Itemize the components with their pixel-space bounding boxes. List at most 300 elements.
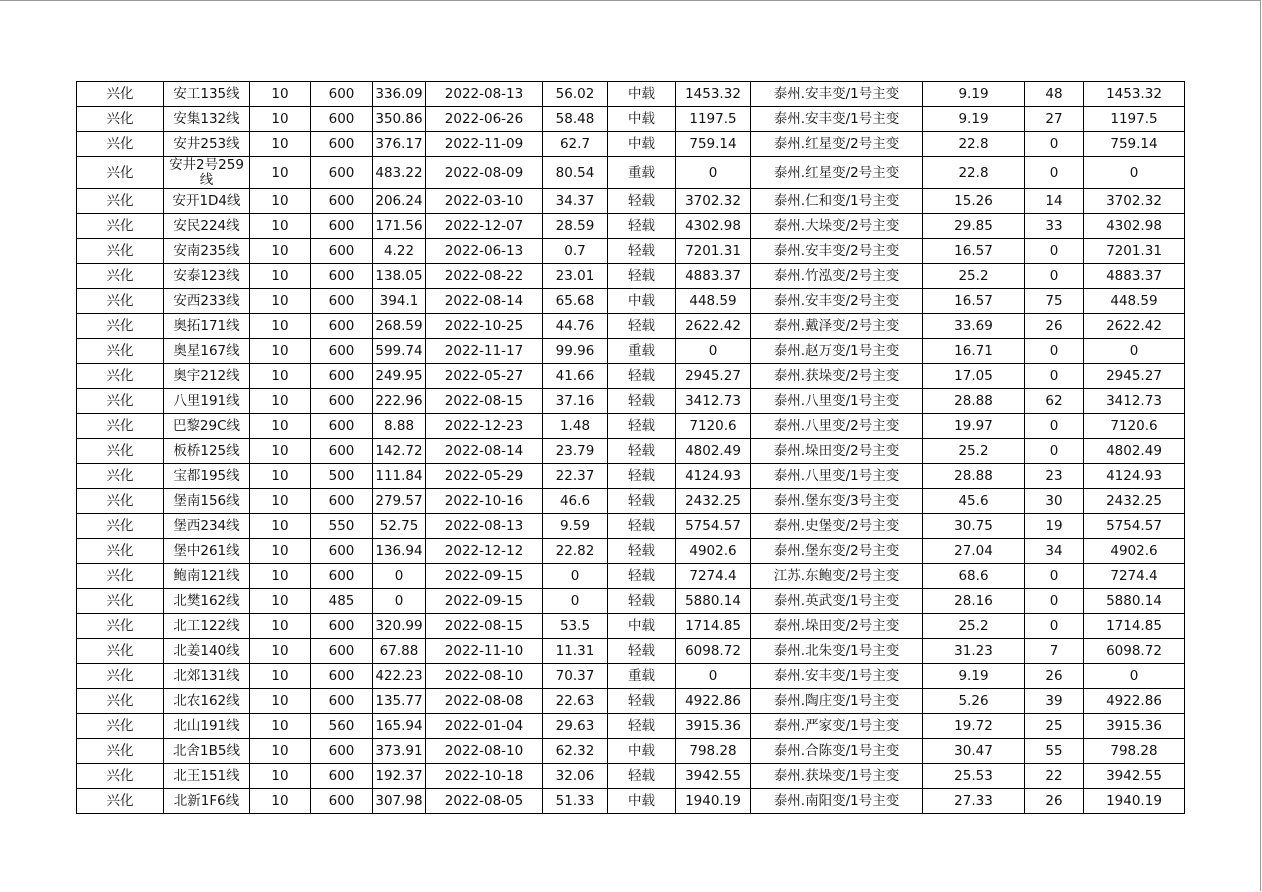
load-rate-cell: 22.37 xyxy=(543,464,608,489)
transformer-rate-cell: 19.72 xyxy=(923,714,1025,739)
voltage-cell: 10 xyxy=(250,214,311,239)
transformer-rate-cell: 29.85 xyxy=(923,214,1025,239)
region-cell: 兴化 xyxy=(77,364,164,389)
date-cell: 2022-05-29 xyxy=(426,464,543,489)
count-cell: 0 xyxy=(1025,157,1084,189)
date-cell: 2022-10-16 xyxy=(426,489,543,514)
capacity-cell: 600 xyxy=(311,314,373,339)
available-capacity-cell: 0 xyxy=(1084,339,1185,364)
load-rate-cell: 41.66 xyxy=(543,364,608,389)
load-status-cell: 轻载 xyxy=(608,689,676,714)
load-cell: 279.57 xyxy=(373,489,426,514)
voltage-cell: 10 xyxy=(250,339,311,364)
date-cell: 2022-08-15 xyxy=(426,614,543,639)
capacity-cell: 600 xyxy=(311,789,373,814)
load-cell: 350.86 xyxy=(373,107,426,132)
count-cell: 30 xyxy=(1025,489,1084,514)
load-status-cell: 轻载 xyxy=(608,189,676,214)
capacity-cell: 600 xyxy=(311,414,373,439)
capacity-cell: 600 xyxy=(311,564,373,589)
capacity-cell: 600 xyxy=(311,189,373,214)
transformer-rate-cell: 31.23 xyxy=(923,639,1025,664)
transformer-rate-cell: 9.19 xyxy=(923,107,1025,132)
date-cell: 2022-06-26 xyxy=(426,107,543,132)
transformer-cell: 泰州.戴泽变/2号主变 xyxy=(751,314,923,339)
spare-capacity-cell: 798.28 xyxy=(676,739,751,764)
available-capacity-cell: 1714.85 xyxy=(1084,614,1185,639)
transformer-cell: 泰州.八里变/2号主变 xyxy=(751,414,923,439)
load-cell: 0 xyxy=(373,564,426,589)
line-name-cell: 安西233线 xyxy=(164,289,250,314)
region-cell: 兴化 xyxy=(77,339,164,364)
date-cell: 2022-12-07 xyxy=(426,214,543,239)
region-cell: 兴化 xyxy=(77,689,164,714)
voltage-cell: 10 xyxy=(250,739,311,764)
capacity-cell: 600 xyxy=(311,107,373,132)
line-name-cell: 奥宇212线 xyxy=(164,364,250,389)
voltage-cell: 10 xyxy=(250,489,311,514)
load-rate-cell: 29.63 xyxy=(543,714,608,739)
voltage-cell: 10 xyxy=(250,514,311,539)
load-cell: 206.24 xyxy=(373,189,426,214)
table-row xyxy=(77,539,1185,564)
spare-capacity-cell: 4883.37 xyxy=(676,264,751,289)
voltage-cell: 10 xyxy=(250,639,311,664)
load-status-cell: 轻载 xyxy=(608,314,676,339)
transformer-rate-cell: 25.2 xyxy=(923,439,1025,464)
load-status-cell: 轻载 xyxy=(608,764,676,789)
count-cell: 0 xyxy=(1025,589,1084,614)
line-name-cell: 安民224线 xyxy=(164,214,250,239)
capacity-cell: 560 xyxy=(311,714,373,739)
capacity-cell: 600 xyxy=(311,389,373,414)
count-cell: 7 xyxy=(1025,639,1084,664)
voltage-cell: 10 xyxy=(250,564,311,589)
load-cell: 320.99 xyxy=(373,614,426,639)
table-row xyxy=(77,789,1185,814)
count-cell: 0 xyxy=(1025,614,1084,639)
transformer-cell: 泰州.南阳变/1号主变 xyxy=(751,789,923,814)
count-cell: 0 xyxy=(1025,364,1084,389)
capacity-cell: 485 xyxy=(311,589,373,614)
load-rate-cell: 51.33 xyxy=(543,789,608,814)
available-capacity-cell: 4883.37 xyxy=(1084,264,1185,289)
transformer-cell: 泰州.仁和变/1号主变 xyxy=(751,189,923,214)
load-cell: 8.88 xyxy=(373,414,426,439)
capacity-cell: 600 xyxy=(311,157,373,189)
table-row xyxy=(77,314,1185,339)
available-capacity-cell: 1197.5 xyxy=(1084,107,1185,132)
load-status-cell: 轻载 xyxy=(608,264,676,289)
line-name-cell: 安南235线 xyxy=(164,239,250,264)
voltage-cell: 10 xyxy=(250,82,311,107)
region-cell: 兴化 xyxy=(77,189,164,214)
table-row xyxy=(77,364,1185,389)
count-cell: 34 xyxy=(1025,539,1084,564)
date-cell: 2022-08-14 xyxy=(426,439,543,464)
spare-capacity-cell: 0 xyxy=(676,339,751,364)
date-cell: 2022-08-13 xyxy=(426,514,543,539)
transformer-cell: 泰州.堡东变/2号主变 xyxy=(751,539,923,564)
capacity-cell: 600 xyxy=(311,82,373,107)
transformer-rate-cell: 22.8 xyxy=(923,157,1025,189)
date-cell: 2022-12-23 xyxy=(426,414,543,439)
load-cell: 4.22 xyxy=(373,239,426,264)
voltage-cell: 10 xyxy=(250,464,311,489)
table-row xyxy=(77,489,1185,514)
load-status-cell: 中载 xyxy=(608,107,676,132)
load-cell: 336.09 xyxy=(373,82,426,107)
load-status-cell: 轻载 xyxy=(608,564,676,589)
table-row xyxy=(77,439,1185,464)
load-rate-cell: 99.96 xyxy=(543,339,608,364)
load-status-cell: 中载 xyxy=(608,132,676,157)
date-cell: 2022-08-14 xyxy=(426,289,543,314)
capacity-cell: 600 xyxy=(311,339,373,364)
transformer-rate-cell: 25.2 xyxy=(923,264,1025,289)
transformer-rate-cell: 30.75 xyxy=(923,514,1025,539)
transformer-rate-cell: 28.88 xyxy=(923,464,1025,489)
load-status-cell: 重载 xyxy=(608,664,676,689)
spare-capacity-cell: 2945.27 xyxy=(676,364,751,389)
load-rate-cell: 32.06 xyxy=(543,764,608,789)
spare-capacity-cell: 3412.73 xyxy=(676,389,751,414)
count-cell: 26 xyxy=(1025,789,1084,814)
load-rate-cell: 46.6 xyxy=(543,489,608,514)
transformer-rate-cell: 33.69 xyxy=(923,314,1025,339)
spare-capacity-cell: 4902.6 xyxy=(676,539,751,564)
available-capacity-cell: 3942.55 xyxy=(1084,764,1185,789)
voltage-cell: 10 xyxy=(250,132,311,157)
line-name-cell: 堡南156线 xyxy=(164,489,250,514)
table-row xyxy=(77,339,1185,364)
transformer-cell: 泰州.陶庄变/1号主变 xyxy=(751,689,923,714)
line-name-cell: 北农162线 xyxy=(164,689,250,714)
transformer-rate-cell: 68.6 xyxy=(923,564,1025,589)
transformer-cell: 泰州.安丰变/2号主变 xyxy=(751,289,923,314)
count-cell: 75 xyxy=(1025,289,1084,314)
date-cell: 2022-08-15 xyxy=(426,389,543,414)
region-cell: 兴化 xyxy=(77,389,164,414)
load-cell: 142.72 xyxy=(373,439,426,464)
load-status-cell: 轻载 xyxy=(608,539,676,564)
region-cell: 兴化 xyxy=(77,464,164,489)
capacity-cell: 600 xyxy=(311,239,373,264)
date-cell: 2022-01-04 xyxy=(426,714,543,739)
transformer-cell: 泰州.史堡变/2号主变 xyxy=(751,514,923,539)
available-capacity-cell: 7120.6 xyxy=(1084,414,1185,439)
count-cell: 23 xyxy=(1025,464,1084,489)
capacity-cell: 600 xyxy=(311,664,373,689)
line-name-cell: 安工135线 xyxy=(164,82,250,107)
region-cell: 兴化 xyxy=(77,664,164,689)
transformer-rate-cell: 16.71 xyxy=(923,339,1025,364)
spare-capacity-cell: 7274.4 xyxy=(676,564,751,589)
spare-capacity-cell: 3915.36 xyxy=(676,714,751,739)
region-cell: 兴化 xyxy=(77,764,164,789)
date-cell: 2022-10-18 xyxy=(426,764,543,789)
region-cell: 兴化 xyxy=(77,314,164,339)
table-row xyxy=(77,564,1185,589)
table-row xyxy=(77,739,1185,764)
region-cell: 兴化 xyxy=(77,264,164,289)
available-capacity-cell: 6098.72 xyxy=(1084,639,1185,664)
line-name-cell: 堡中261线 xyxy=(164,539,250,564)
capacity-cell: 600 xyxy=(311,289,373,314)
available-capacity-cell: 7201.31 xyxy=(1084,239,1185,264)
spare-capacity-cell: 4802.49 xyxy=(676,439,751,464)
transformer-rate-cell: 25.2 xyxy=(923,614,1025,639)
transformer-cell: 泰州.八里变/1号主变 xyxy=(751,464,923,489)
spare-capacity-cell: 448.59 xyxy=(676,289,751,314)
date-cell: 2022-05-27 xyxy=(426,364,543,389)
capacity-cell: 500 xyxy=(311,464,373,489)
date-cell: 2022-11-17 xyxy=(426,339,543,364)
load-status-cell: 轻载 xyxy=(608,414,676,439)
voltage-cell: 10 xyxy=(250,239,311,264)
transformer-rate-cell: 27.04 xyxy=(923,539,1025,564)
voltage-cell: 10 xyxy=(250,314,311,339)
line-name-cell: 八里191线 xyxy=(164,389,250,414)
capacity-cell: 600 xyxy=(311,639,373,664)
voltage-cell: 10 xyxy=(250,664,311,689)
transformer-cell: 泰州.堡东变/3号主变 xyxy=(751,489,923,514)
table-row xyxy=(77,107,1185,132)
available-capacity-cell: 4902.6 xyxy=(1084,539,1185,564)
line-name-cell: 北舍1B5线 xyxy=(164,739,250,764)
table-row xyxy=(77,289,1185,314)
load-status-cell: 轻载 xyxy=(608,239,676,264)
load-rate-cell: 23.79 xyxy=(543,439,608,464)
spare-capacity-cell: 4922.86 xyxy=(676,689,751,714)
load-cell: 268.59 xyxy=(373,314,426,339)
load-rate-cell: 37.16 xyxy=(543,389,608,414)
available-capacity-cell: 2432.25 xyxy=(1084,489,1185,514)
region-cell: 兴化 xyxy=(77,539,164,564)
transformer-rate-cell: 45.6 xyxy=(923,489,1025,514)
region-cell: 兴化 xyxy=(77,414,164,439)
transformer-cell: 泰州.垛田变/2号主变 xyxy=(751,614,923,639)
spare-capacity-cell: 7201.31 xyxy=(676,239,751,264)
transformer-rate-cell: 22.8 xyxy=(923,132,1025,157)
load-rate-cell: 23.01 xyxy=(543,264,608,289)
line-name-cell: 鲍南121线 xyxy=(164,564,250,589)
table-row xyxy=(77,157,1185,189)
load-rate-cell: 70.37 xyxy=(543,664,608,689)
load-status-cell: 轻载 xyxy=(608,439,676,464)
load-cell: 171.56 xyxy=(373,214,426,239)
date-cell: 2022-08-09 xyxy=(426,157,543,189)
count-cell: 0 xyxy=(1025,264,1084,289)
region-cell: 兴化 xyxy=(77,514,164,539)
transformer-cell: 泰州.严家变/1号主变 xyxy=(751,714,923,739)
date-cell: 2022-06-13 xyxy=(426,239,543,264)
load-cell: 394.1 xyxy=(373,289,426,314)
load-status-cell: 中载 xyxy=(608,739,676,764)
spare-capacity-cell: 5880.14 xyxy=(676,589,751,614)
region-cell: 兴化 xyxy=(77,107,164,132)
load-status-cell: 轻载 xyxy=(608,489,676,514)
capacity-cell: 600 xyxy=(311,689,373,714)
load-rate-cell: 34.37 xyxy=(543,189,608,214)
table-row xyxy=(77,614,1185,639)
line-name-cell: 北新1F6线 xyxy=(164,789,250,814)
capacity-cell: 600 xyxy=(311,614,373,639)
available-capacity-cell: 5880.14 xyxy=(1084,589,1185,614)
load-status-cell: 轻载 xyxy=(608,389,676,414)
line-name-cell: 北樊162线 xyxy=(164,589,250,614)
load-rate-cell: 56.02 xyxy=(543,82,608,107)
transformer-rate-cell: 28.88 xyxy=(923,389,1025,414)
load-rate-cell: 65.68 xyxy=(543,289,608,314)
transformer-cell: 泰州.红星变/2号主变 xyxy=(751,157,923,189)
voltage-cell: 10 xyxy=(250,189,311,214)
spare-capacity-cell: 1197.5 xyxy=(676,107,751,132)
line-name-cell: 北郊131线 xyxy=(164,664,250,689)
available-capacity-cell: 4802.49 xyxy=(1084,439,1185,464)
spare-capacity-cell: 5754.57 xyxy=(676,514,751,539)
transformer-rate-cell: 9.19 xyxy=(923,82,1025,107)
spare-capacity-cell: 2432.25 xyxy=(676,489,751,514)
line-name-cell: 安井2号259线 xyxy=(164,157,250,189)
transformer-cell: 泰州.安丰变/1号主变 xyxy=(751,82,923,107)
available-capacity-cell: 1940.19 xyxy=(1084,789,1185,814)
load-rate-cell: 11.31 xyxy=(543,639,608,664)
capacity-cell: 600 xyxy=(311,764,373,789)
table-body xyxy=(77,82,1185,814)
count-cell: 26 xyxy=(1025,314,1084,339)
capacity-cell: 600 xyxy=(311,489,373,514)
line-name-cell: 奥星167线 xyxy=(164,339,250,364)
table-row xyxy=(77,589,1185,614)
load-status-cell: 中载 xyxy=(608,789,676,814)
count-cell: 0 xyxy=(1025,564,1084,589)
line-name-cell: 安开1D4线 xyxy=(164,189,250,214)
spare-capacity-cell: 0 xyxy=(676,157,751,189)
date-cell: 2022-08-10 xyxy=(426,664,543,689)
available-capacity-cell: 1453.32 xyxy=(1084,82,1185,107)
load-rate-cell: 28.59 xyxy=(543,214,608,239)
load-rate-cell: 80.54 xyxy=(543,157,608,189)
table-row xyxy=(77,639,1185,664)
count-cell: 22 xyxy=(1025,764,1084,789)
load-rate-cell: 0 xyxy=(543,589,608,614)
load-cell: 222.96 xyxy=(373,389,426,414)
spare-capacity-cell: 1940.19 xyxy=(676,789,751,814)
transformer-cell: 泰州.获垛变/2号主变 xyxy=(751,364,923,389)
line-name-cell: 安集132线 xyxy=(164,107,250,132)
load-rate-cell: 0 xyxy=(543,564,608,589)
transformer-rate-cell: 27.33 xyxy=(923,789,1025,814)
capacity-cell: 600 xyxy=(311,739,373,764)
capacity-cell: 600 xyxy=(311,364,373,389)
spare-capacity-cell: 1714.85 xyxy=(676,614,751,639)
capacity-cell: 600 xyxy=(311,439,373,464)
load-rate-cell: 58.48 xyxy=(543,107,608,132)
spare-capacity-cell: 1453.32 xyxy=(676,82,751,107)
load-cell: 483.22 xyxy=(373,157,426,189)
voltage-cell: 10 xyxy=(250,264,311,289)
count-cell: 0 xyxy=(1025,339,1084,364)
load-cell: 249.95 xyxy=(373,364,426,389)
region-cell: 兴化 xyxy=(77,82,164,107)
line-name-cell: 巴黎29C线 xyxy=(164,414,250,439)
transformer-cell: 泰州.获垛变/1号主变 xyxy=(751,764,923,789)
available-capacity-cell: 448.59 xyxy=(1084,289,1185,314)
load-cell: 422.23 xyxy=(373,664,426,689)
transformer-rate-cell: 30.47 xyxy=(923,739,1025,764)
region-cell: 兴化 xyxy=(77,614,164,639)
date-cell: 2022-10-25 xyxy=(426,314,543,339)
load-cell: 307.98 xyxy=(373,789,426,814)
table-row xyxy=(77,239,1185,264)
table-row xyxy=(77,189,1185,214)
table-row xyxy=(77,82,1185,107)
available-capacity-cell: 4302.98 xyxy=(1084,214,1185,239)
voltage-cell: 10 xyxy=(250,614,311,639)
region-cell: 兴化 xyxy=(77,564,164,589)
voltage-cell: 10 xyxy=(250,689,311,714)
voltage-cell: 10 xyxy=(250,589,311,614)
load-status-cell: 重载 xyxy=(608,339,676,364)
transformer-cell: 泰州.八里变/1号主变 xyxy=(751,389,923,414)
count-cell: 27 xyxy=(1025,107,1084,132)
available-capacity-cell: 4922.86 xyxy=(1084,689,1185,714)
table-row xyxy=(77,764,1185,789)
region-cell: 兴化 xyxy=(77,439,164,464)
table-row xyxy=(77,714,1185,739)
voltage-cell: 10 xyxy=(250,714,311,739)
load-cell: 165.94 xyxy=(373,714,426,739)
transformer-cell: 泰州.安丰变/1号主变 xyxy=(751,664,923,689)
capacity-cell: 600 xyxy=(311,214,373,239)
count-cell: 25 xyxy=(1025,714,1084,739)
spare-capacity-cell: 2622.42 xyxy=(676,314,751,339)
available-capacity-cell: 3702.32 xyxy=(1084,189,1185,214)
region-cell: 兴化 xyxy=(77,789,164,814)
load-cell: 138.05 xyxy=(373,264,426,289)
transformer-cell: 泰州.合陈变/1号主变 xyxy=(751,739,923,764)
transformer-rate-cell: 16.57 xyxy=(923,289,1025,314)
transformer-cell: 泰州.红星变/2号主变 xyxy=(751,132,923,157)
table-row xyxy=(77,514,1185,539)
date-cell: 2022-12-12 xyxy=(426,539,543,564)
load-cell: 111.84 xyxy=(373,464,426,489)
voltage-cell: 10 xyxy=(250,364,311,389)
available-capacity-cell: 2945.27 xyxy=(1084,364,1185,389)
load-status-cell: 轻载 xyxy=(608,714,676,739)
load-cell: 135.77 xyxy=(373,689,426,714)
spare-capacity-cell: 3702.32 xyxy=(676,189,751,214)
line-name-cell: 北姜140线 xyxy=(164,639,250,664)
transformer-rate-cell: 15.26 xyxy=(923,189,1025,214)
transformer-rate-cell: 17.05 xyxy=(923,364,1025,389)
table-row xyxy=(77,464,1185,489)
region-cell: 兴化 xyxy=(77,489,164,514)
transformer-cell: 泰州.赵万变/1号主变 xyxy=(751,339,923,364)
load-rate-cell: 0.7 xyxy=(543,239,608,264)
table-row xyxy=(77,214,1185,239)
load-status-cell: 轻载 xyxy=(608,589,676,614)
table-row xyxy=(77,689,1185,714)
available-capacity-cell: 4124.93 xyxy=(1084,464,1185,489)
available-capacity-cell: 2622.42 xyxy=(1084,314,1185,339)
region-cell: 兴化 xyxy=(77,239,164,264)
load-cell: 373.91 xyxy=(373,739,426,764)
available-capacity-cell: 3412.73 xyxy=(1084,389,1185,414)
load-cell: 136.94 xyxy=(373,539,426,564)
date-cell: 2022-08-05 xyxy=(426,789,543,814)
